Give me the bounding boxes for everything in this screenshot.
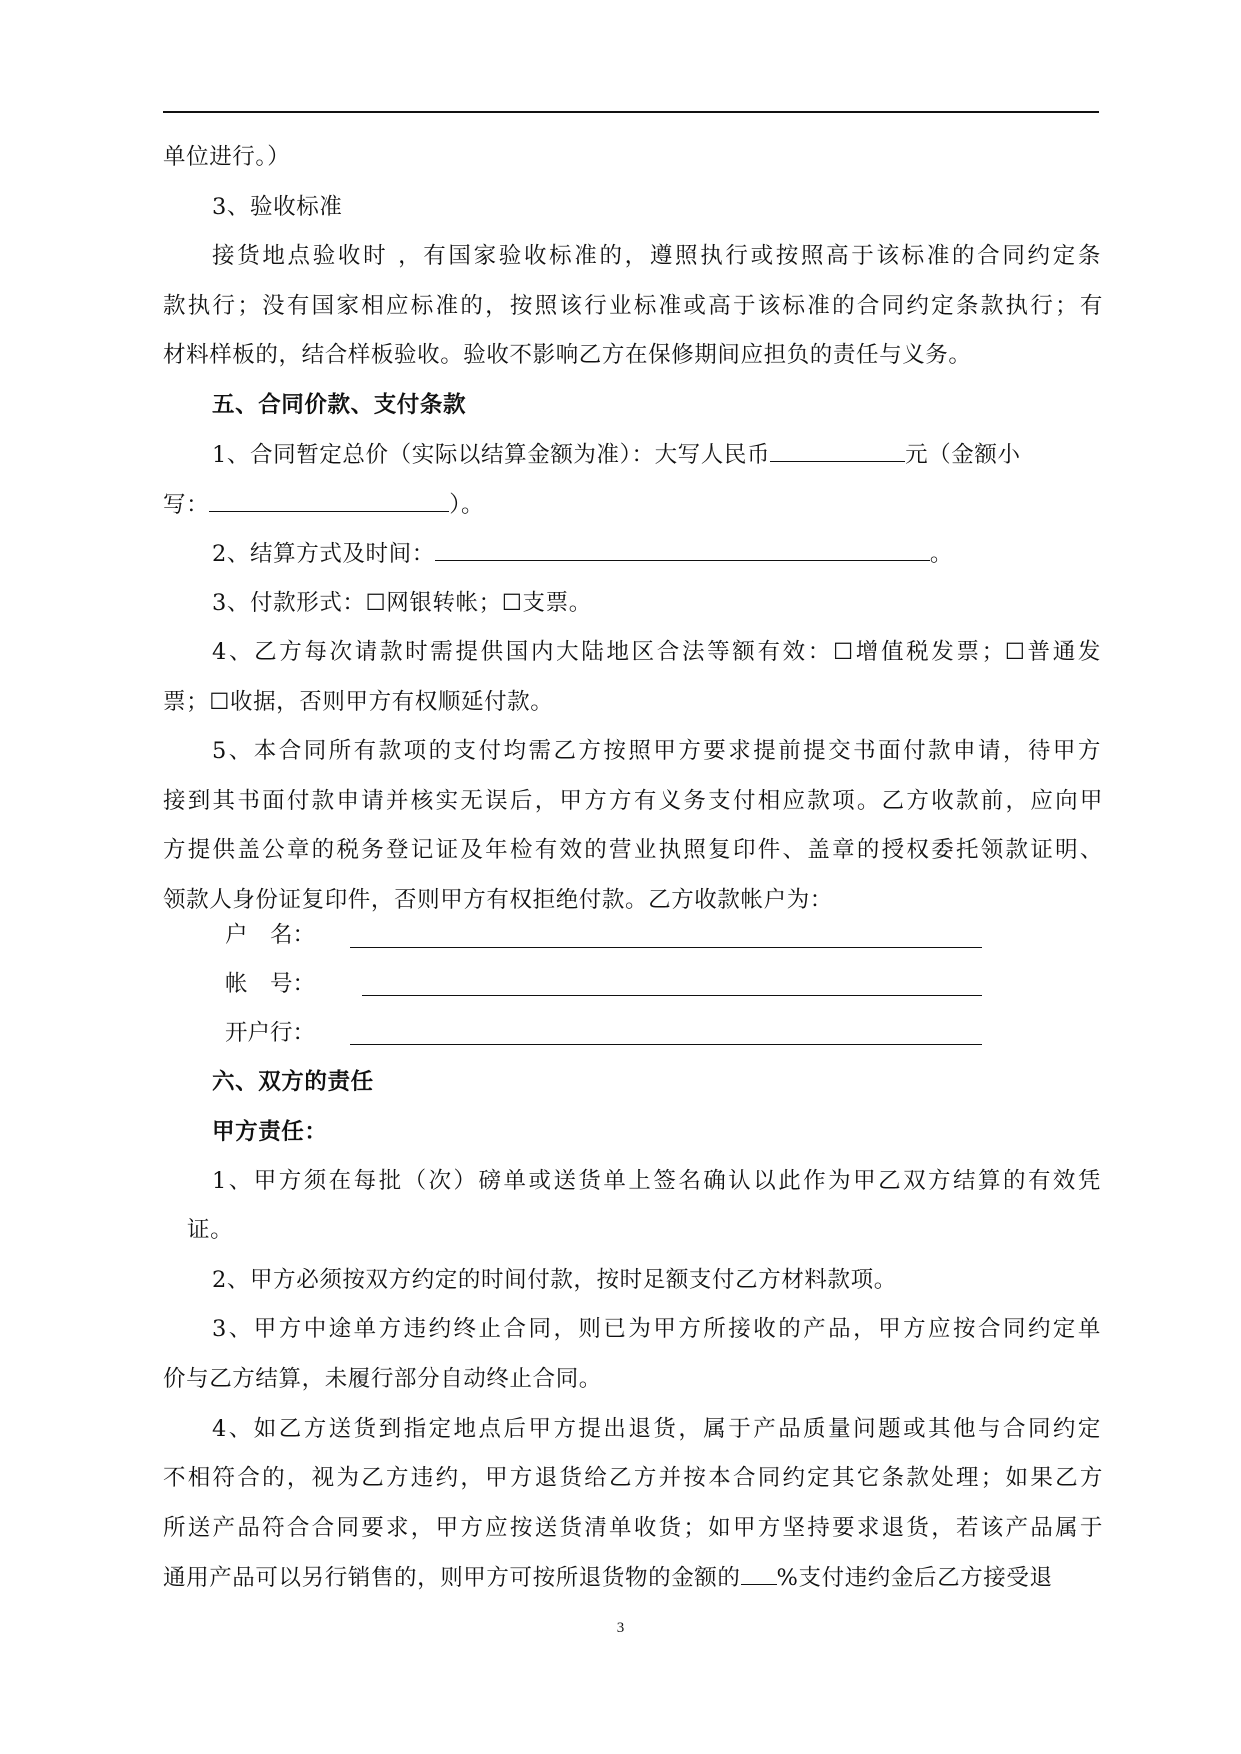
text-line xyxy=(163,1562,1103,1593)
text-segment: 元（金额小 xyxy=(905,442,1021,468)
section-subheading: 3、验收标准 xyxy=(212,194,343,220)
settlement-blank xyxy=(435,538,930,561)
bank-label: 开户行： xyxy=(225,1020,316,1046)
payment-form-line: 3、付款形式：☐网银转帐；☐支票。 xyxy=(212,590,592,616)
text-segment: 写： xyxy=(163,492,210,518)
text-line xyxy=(212,439,1152,470)
penalty-percent-blank xyxy=(741,1562,777,1585)
text-line xyxy=(212,538,1152,569)
text-segment: 。 xyxy=(929,541,953,567)
amount-figures-blank xyxy=(209,489,449,512)
bank-blank xyxy=(350,1044,982,1045)
text-line: 领款人身份证复印件，否则甲方有权拒绝付款。乙方收款帐户为： xyxy=(163,887,833,913)
text-line: 4、如乙方送货到指定地点后甲方提出退货，属于产品质量问题或其他与合同约定 xyxy=(212,1416,1101,1442)
text-segment: ）。 xyxy=(449,492,485,518)
amount-words-blank xyxy=(770,439,905,462)
text-segment: %支付违约金后乙方接受退 xyxy=(776,1565,1053,1591)
text-segment: 通用产品可以另行销售的，则甲方可按所退货物的金额的 xyxy=(163,1565,741,1591)
account-number-blank xyxy=(362,995,982,996)
text-segment: 1、合同暂定总价（实际以结算金额为准）：大写人民币 xyxy=(212,442,771,468)
text-line: 方提供盖公章的税务登记证及年检有效的营业执照复印件、盖章的授权委托领款证明、 xyxy=(163,837,1103,863)
section-heading: 六、双方的责任 xyxy=(212,1069,374,1095)
text-segment: 2、结算方式及时间： xyxy=(212,541,435,567)
text-line: 接货地点验收时 ，有国家验收标准的，遵照执行或按照高于该标准的合同约定条 xyxy=(212,243,1101,269)
party-heading: 甲方责任： xyxy=(212,1119,328,1145)
text-line xyxy=(163,489,1103,520)
text-line: 不相符合的，视为乙方违约，甲方退货给乙方并按本合同约定其它条款处理；如果乙方 xyxy=(163,1465,1103,1491)
text-line: 款执行；没有国家相应标准的，按照该行业标准或高于该标准的合同约定条款执行；有 xyxy=(163,293,1103,319)
account-name-blank xyxy=(350,947,982,948)
text-line: 5、本合同所有款项的支付均需乙方按照甲方要求提前提交书面付款申请，待甲方 xyxy=(212,738,1101,764)
account-name-label: 户 名： xyxy=(225,922,316,948)
text-line: 4、乙方每次请款时需提供国内大陆地区合法等额有效：☐增值税发票；☐普通发 xyxy=(212,639,1101,665)
text-line: 接到其书面付款申请并核实无误后，甲方方有义务支付相应款项。乙方收款前，应向甲 xyxy=(163,788,1103,814)
text-line: 价与乙方结算，未履行部分自动终止合同。 xyxy=(163,1366,602,1392)
text-line: 材料样板的，结合样板验收。验收不影响乙方在保修期间应担负的责任与义务。 xyxy=(163,342,972,368)
header-rule xyxy=(163,111,1099,113)
account-number-label: 帐 号： xyxy=(225,971,316,997)
page-number: 3 xyxy=(616,1620,625,1636)
text-line: 2、甲方必须按双方约定的时间付款，按时足额支付乙方材料款项。 xyxy=(212,1267,897,1293)
text-line: 所送产品符合合同要求，甲方应按送货清单收货；如甲方坚持要求退货，若该产品属于 xyxy=(163,1515,1103,1541)
section-heading: 五、合同价款、支付条款 xyxy=(212,392,467,418)
text-line: 票；☐收据，否则甲方有权顺延付款。 xyxy=(163,689,554,715)
text-line: 3、甲方中途单方违约终止合同，则已为甲方所接收的产品，甲方应按合同约定单 xyxy=(212,1316,1101,1342)
text-line: 1、甲方须在每批（次）磅单或送货单上签名确认以此作为甲乙双方结算的有效凭 xyxy=(212,1168,1101,1194)
text-line: 证。 xyxy=(187,1217,234,1243)
text-line: 单位进行。） xyxy=(163,144,291,170)
